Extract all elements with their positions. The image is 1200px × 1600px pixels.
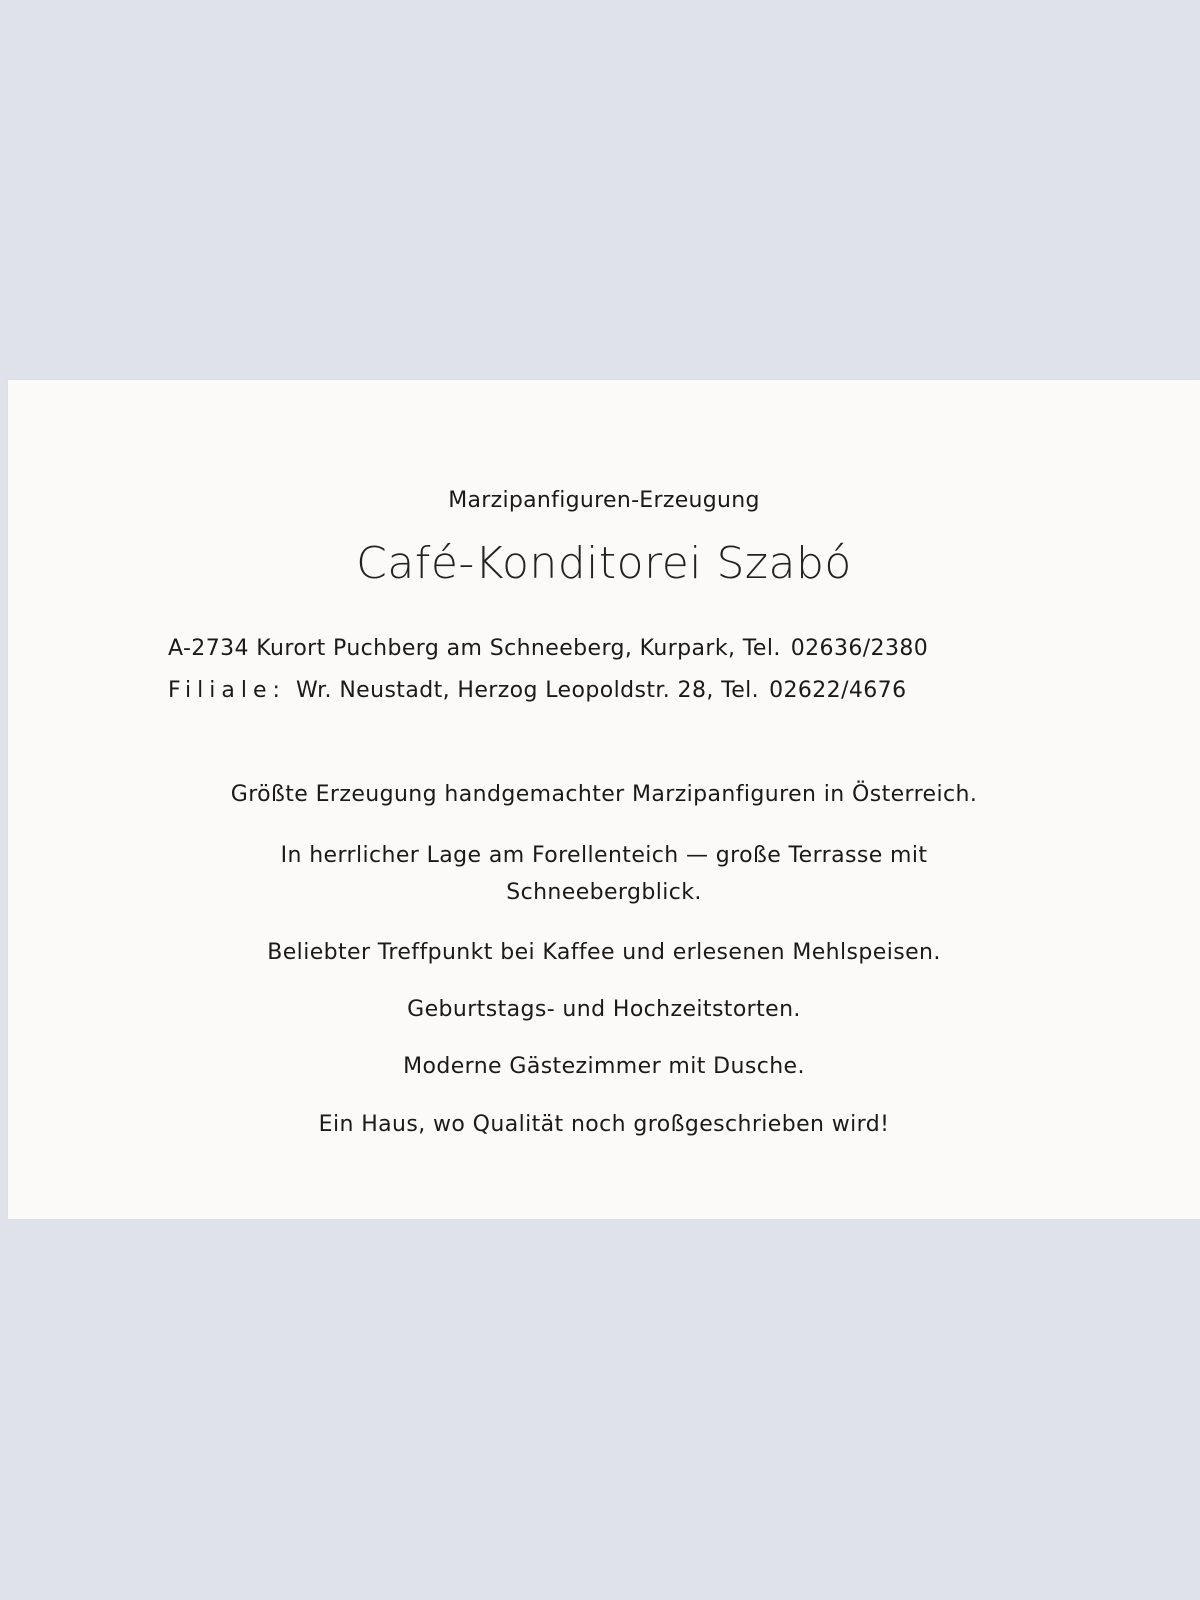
card-title: Café-Konditorei Szabó: [356, 538, 852, 589]
main-address-text: A-2734 Kurort Puchberg am Schneeberg, Kurpark, Tel.: [168, 636, 781, 661]
text-line: Größte Erzeugung handgemachter Marzipanfiguren in Österreich.: [230, 782, 978, 807]
branch-phone: 02622/4676: [769, 678, 907, 703]
text-line: Moderne Gästezimmer mit Dusche.: [403, 1054, 805, 1079]
branch-address-text: Wr. Neustadt, Herzog Leopoldstr. 28, Tel.: [295, 678, 760, 703]
main-address: [168, 636, 928, 661]
text-line: Ein Haus, wo Qualität noch großgeschrieben wird!: [318, 1112, 890, 1137]
branch-address: [168, 678, 906, 703]
text-line: In herrlicher Lage am Forellenteich — große Terrasse mit: [280, 843, 928, 868]
text-line: Beliebter Treffpunkt bei Kaffee und erlesenen Mehlspeisen.: [267, 940, 941, 965]
card-subtitle: Marzipanfiguren-Erzeugung: [448, 488, 760, 513]
text-line: Geburtstags- und Hochzeitstorten.: [407, 997, 801, 1022]
business-card: [8, 380, 1200, 1219]
text-line: Schneebergblick.: [506, 880, 702, 905]
main-phone: 02636/2380: [790, 636, 929, 661]
branch-label: Filiale:: [168, 678, 286, 703]
